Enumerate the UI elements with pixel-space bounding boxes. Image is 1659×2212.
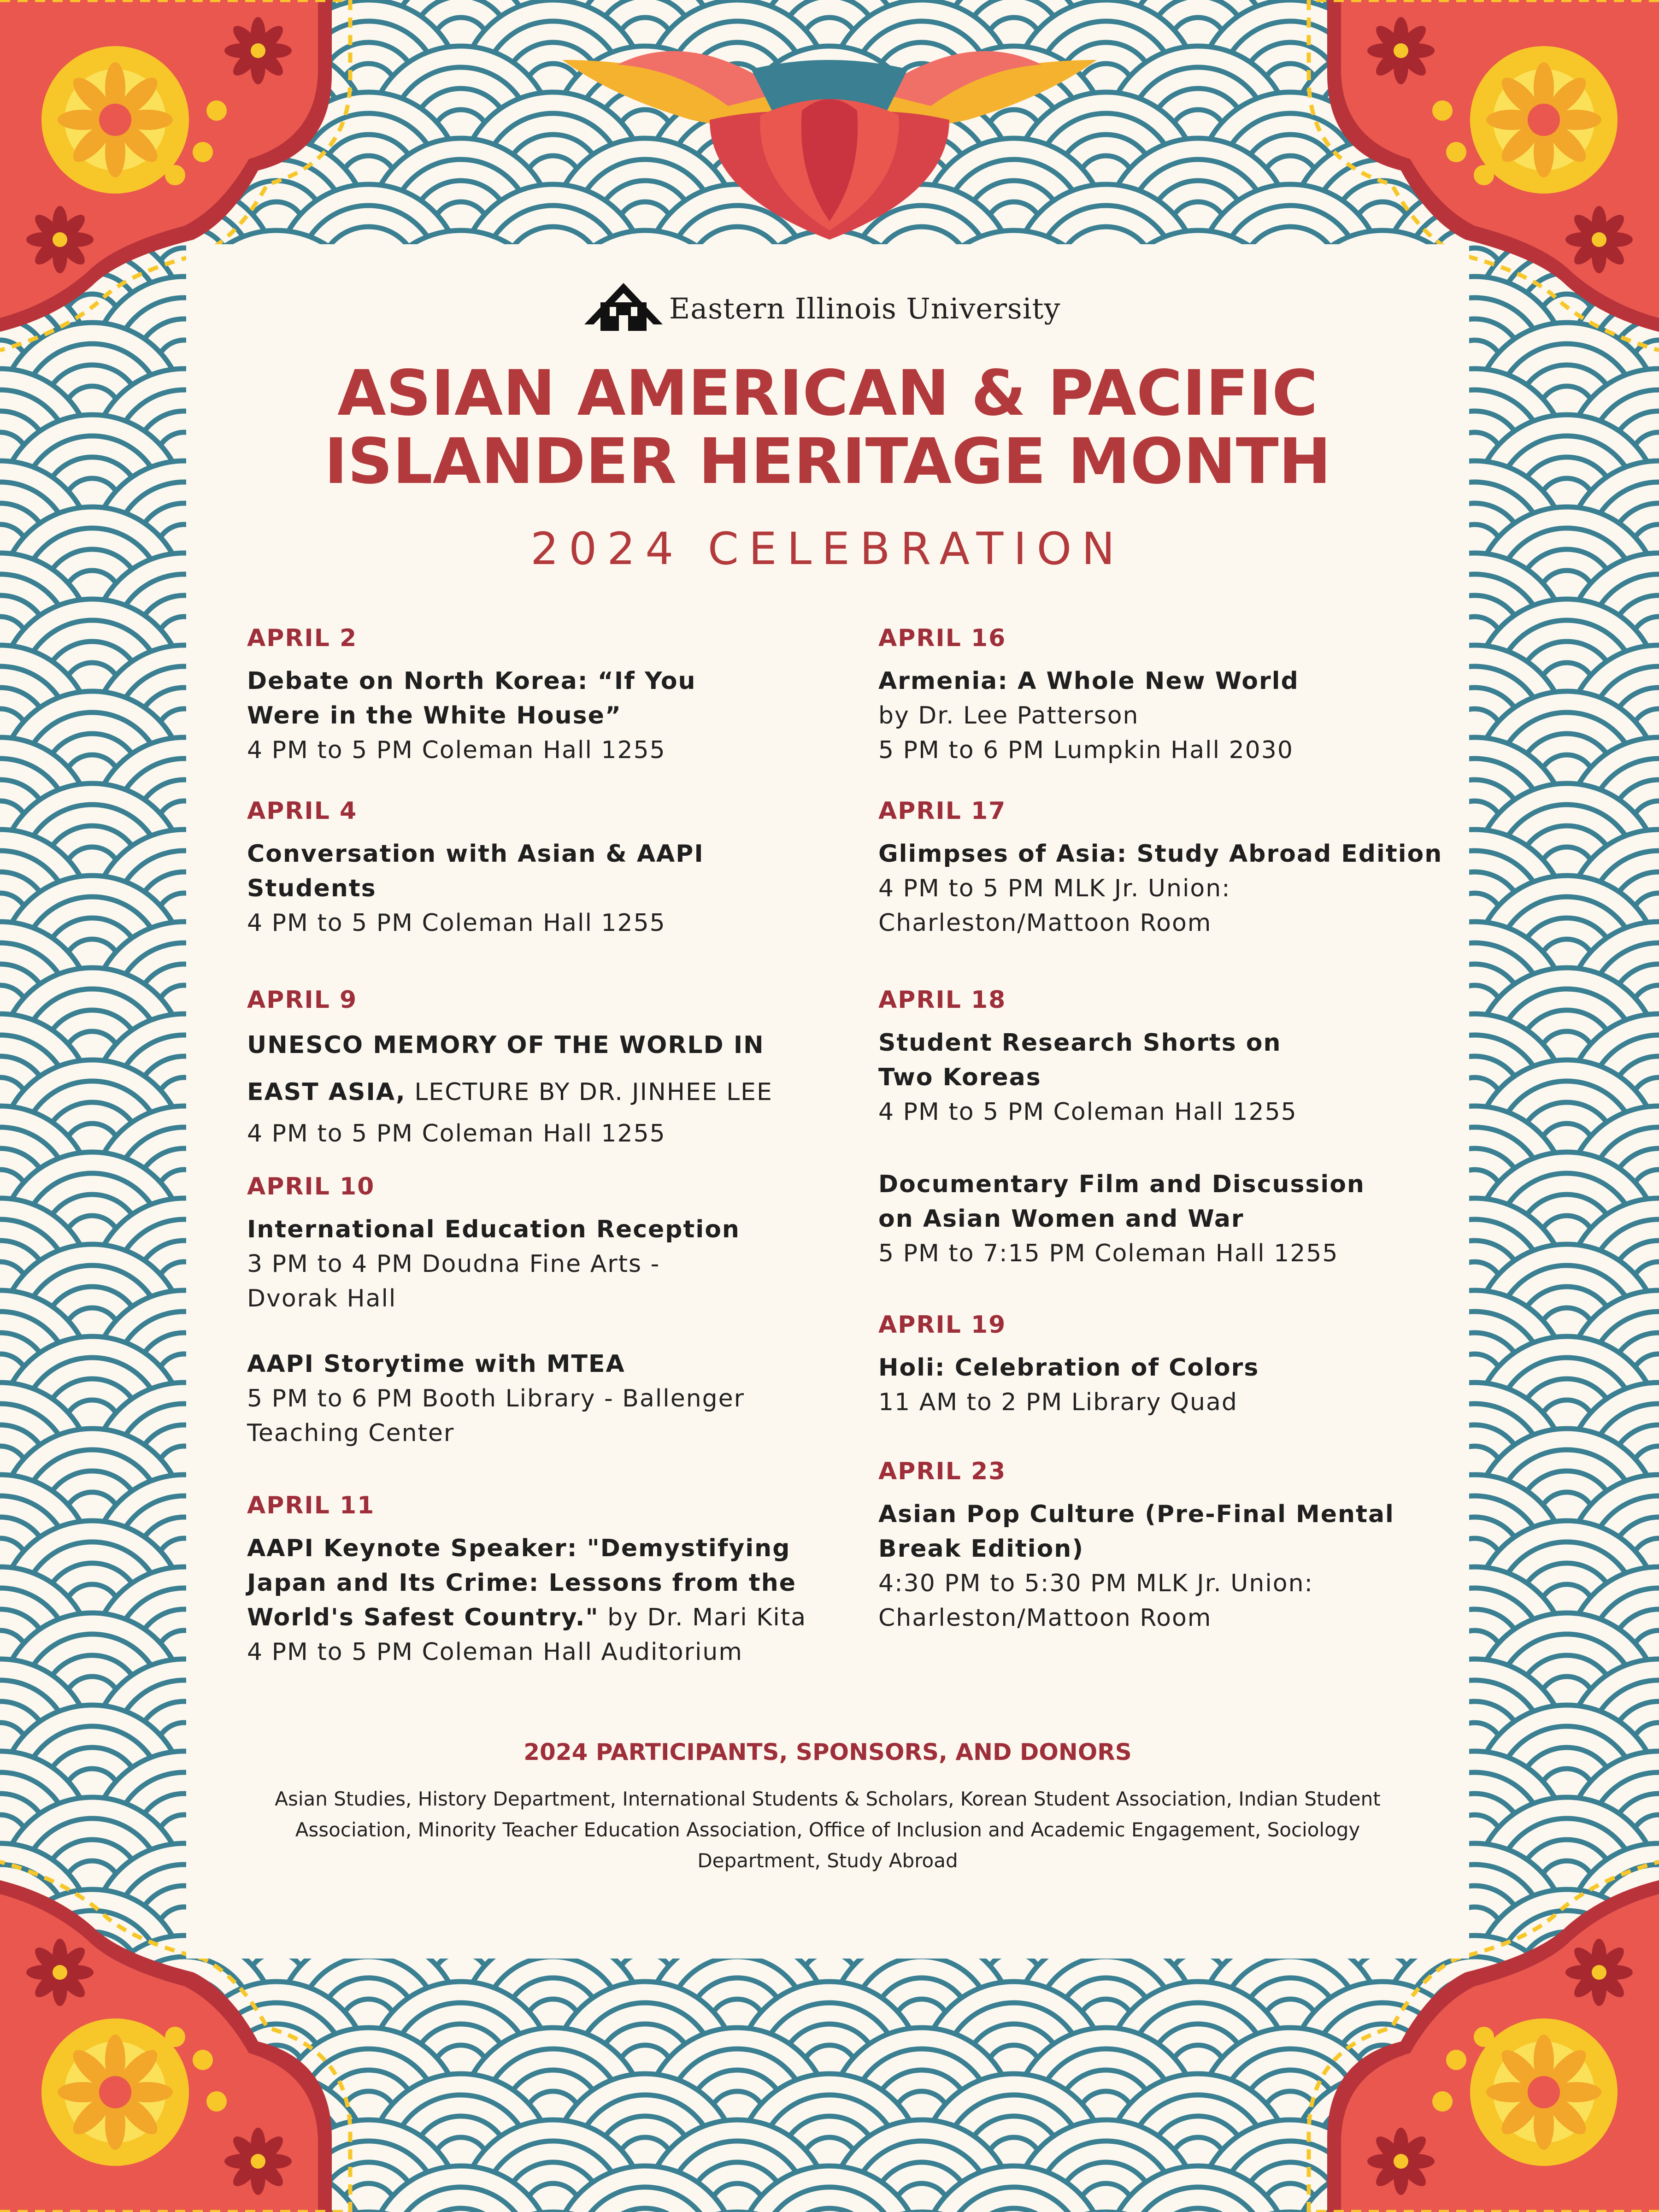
event-detail: 4:30 PM to 5:30 PM MLK Jr. Union: <box>878 1570 1314 1597</box>
page-subtitle: 2024 CELEBRATION <box>530 523 1125 575</box>
event-detail: Charleston/Mattoon Room <box>878 909 1212 937</box>
event-date: APRIL 19 <box>878 1311 1006 1339</box>
event-item <box>878 1167 1514 1271</box>
event-title: Documentary Film and Discussion on Asian Women and War <box>878 1171 1365 1233</box>
event-title: International Education Reception <box>247 1216 740 1243</box>
event-title: Student Research Shorts on Two Koreas <box>878 1029 1282 1091</box>
page-title <box>186 359 1469 496</box>
event-detail: 3 PM to 4 PM Doudna Fine Arts - <box>247 1250 660 1278</box>
event-title-normal-part: by Dr. Mari Kita <box>599 1604 807 1631</box>
event-detail: 5 PM to 7:15 PM Coleman Hall 1255 <box>878 1240 1339 1267</box>
event-detail: Dvorak Hall <box>247 1285 397 1312</box>
event-date: APRIL 2 <box>247 624 358 652</box>
university-name: Eastern Illinois University <box>669 291 1061 325</box>
event-title-normal-part: LECTURE BY DR. JINHEE LEE <box>406 1078 773 1106</box>
event-detail: 11 AM to 2 PM Library Quad <box>878 1388 1238 1416</box>
event-detail: 5 PM to 6 PM Booth Library - Ballenger <box>247 1385 745 1412</box>
university-logo <box>584 274 1060 343</box>
title-line-1: ASIAN AMERICAN & PACIFIC <box>337 357 1318 430</box>
event-title: Holi: Celebration of Colors <box>878 1354 1259 1382</box>
sponsors-list: Asian Studies, History Department, International Students & Scholars, Korean Student Association, Indian Student Association, Minority Teacher Education Association, Office of Inclusion and Academic Engagement, Sociology Department, Study Abroad <box>275 1788 1381 1872</box>
event-title-bold-part: EAST ASIA, <box>247 1078 406 1106</box>
event-detail: 4 PM to 5 PM Coleman Hall Auditorium <box>247 1638 743 1666</box>
event-date: APRIL 11 <box>247 1492 375 1519</box>
event-item <box>247 797 883 941</box>
event-date: APRIL 17 <box>878 797 1006 825</box>
sponsors-heading: 2024 PARTICIPANTS, SPONSORS, AND DONORS <box>524 1739 1132 1765</box>
event-title: Glimpses of Asia: Study Abroad Edition <box>878 840 1443 868</box>
event-item <box>878 624 1514 768</box>
event-title: Asian Pop Culture (Pre-Final Mental Break Edition) <box>878 1500 1394 1563</box>
event-title <box>247 1531 823 1635</box>
title-line-2: ISLANDER HERITAGE MONTH <box>324 425 1331 498</box>
event-item <box>247 1492 883 1670</box>
event-detail: 4 PM to 5 PM Coleman Hall 1255 <box>247 736 666 764</box>
event-detail: 5 PM to 6 PM Lumpkin Hall 2030 <box>878 736 1294 764</box>
event-item <box>878 1458 1514 1635</box>
event-detail: Teaching Center <box>247 1419 455 1447</box>
event-date: APRIL 18 <box>878 986 1006 1014</box>
event-title-bold-part: AAPI Keynote Speaker: "Demystifying Japan and Its Crime: Lessons from the World's Safest Country." <box>247 1535 797 1631</box>
event-item <box>878 1311 1514 1420</box>
castle-icon <box>584 278 663 338</box>
event-item <box>247 986 883 1151</box>
event-item <box>247 1173 883 1316</box>
event-detail: 4 PM to 5 PM Coleman Hall 1255 <box>878 1098 1297 1126</box>
event-item <box>247 1347 883 1451</box>
event-detail: 4 PM to 5 PM Coleman Hall 1255 <box>247 909 666 937</box>
event-title-continued <box>247 1068 883 1117</box>
event-detail: 4 PM to 5 PM Coleman Hall 1255 <box>247 1120 666 1147</box>
event-date: APRIL 9 <box>247 986 358 1014</box>
event-title: Armenia: A Whole New World <box>878 667 1299 695</box>
event-date: APRIL 23 <box>878 1458 1006 1485</box>
event-title: Conversation with Asian & AAPI Students <box>247 840 704 902</box>
event-title: UNESCO MEMORY OF THE WORLD IN <box>247 1031 765 1059</box>
event-item <box>878 797 1514 941</box>
event-date: APRIL 4 <box>247 797 358 825</box>
event-detail: by Dr. Lee Patterson <box>878 702 1139 729</box>
event-detail: Charleston/Mattoon Room <box>878 1604 1212 1632</box>
event-title: Debate on North Korea: “If You Were in the White House” <box>247 667 696 729</box>
event-detail: 4 PM to 5 PM MLK Jr. Union: <box>878 875 1231 902</box>
event-date: APRIL 16 <box>878 624 1006 652</box>
event-item <box>247 624 883 768</box>
event-date: APRIL 10 <box>247 1173 375 1200</box>
event-item <box>878 986 1514 1130</box>
event-title: AAPI Storytime with MTEA <box>247 1350 625 1378</box>
